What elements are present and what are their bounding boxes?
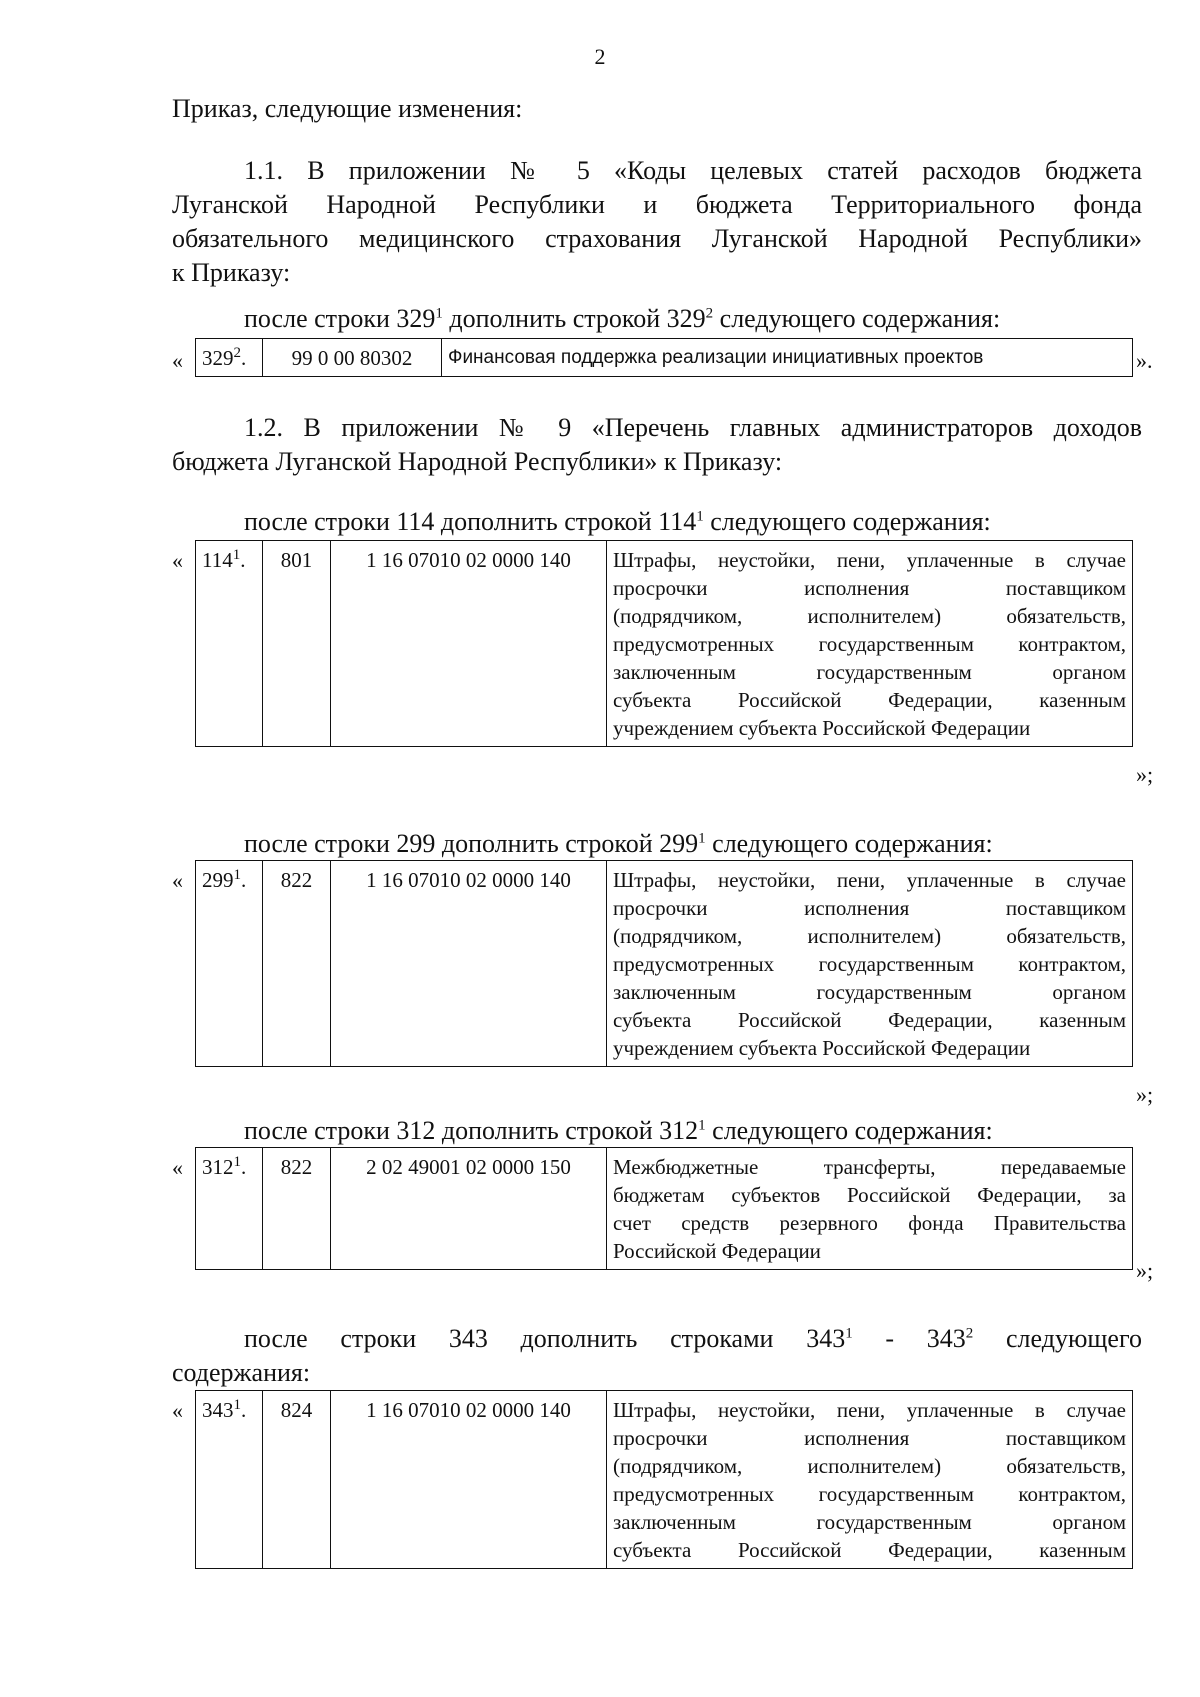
revenue-code-cell: 1 16 07010 02 0000 140 xyxy=(331,1391,607,1569)
description-cell: Финансовая поддержка реализации инициативных проектов xyxy=(442,339,1133,377)
intro-text: после строки 114 дополнить строкой 114 xyxy=(244,507,697,536)
item-1-2-line: бюджета Луганской Народной Республики» к Приказу: xyxy=(172,447,783,476)
item-1-2-paragraph xyxy=(172,411,1142,479)
intro-superscript: 1 xyxy=(435,305,443,322)
description-line: (подрядчиком, исполнителем) обязательств, xyxy=(613,604,1126,628)
row-number-superscript: 2 xyxy=(233,345,241,361)
description-line: просрочки исполнения поставщиком xyxy=(613,576,1126,600)
intro-text: после строки 299 дополнить строкой 299 xyxy=(244,829,699,858)
description-line: (подрядчиком, исполнителем) обязательств, xyxy=(613,924,1126,948)
intro-text: дополнить строкой 329 xyxy=(442,304,706,333)
description-line: учреждением субъекта Российской Федерации xyxy=(613,1036,1031,1060)
block-312-intro xyxy=(244,1114,993,1148)
intro-superscript: 1 xyxy=(698,1117,706,1134)
table-row xyxy=(196,541,1133,747)
quote-close: ». xyxy=(1136,348,1153,373)
block-114-intro xyxy=(244,505,991,539)
description-cell xyxy=(607,1148,1133,1270)
row-number-cell xyxy=(196,339,263,377)
description-line: субъекта Российской Федерации, казенным xyxy=(613,1008,1126,1032)
revenue-code-cell: 2 02 49001 02 0000 150 xyxy=(331,1148,607,1270)
row-number-cell xyxy=(196,861,263,1067)
item-1-2-line: 1.2. В приложении № 9 «Перечень главных администраторов доходов xyxy=(244,413,1142,442)
intro-text: следующего содержания: xyxy=(713,304,1001,333)
intro-superscript: 1 xyxy=(845,1325,853,1342)
intro-word-with-sup xyxy=(927,1322,974,1356)
item-1-1-line: к Приказу: xyxy=(172,258,291,287)
description-line: просрочки исполнения поставщиком xyxy=(613,1426,1126,1450)
intro-word: 343 xyxy=(806,1324,846,1353)
intro-word: 343 xyxy=(926,1324,966,1353)
description-line: Штрафы, неустойки, пени, уплаченные в случае xyxy=(613,868,1126,892)
table-row xyxy=(196,1391,1133,1569)
row-number: 299 xyxy=(202,868,234,892)
intro-text: следующего содержания: xyxy=(705,829,993,858)
block-343-intro-line1 xyxy=(172,1322,1142,1356)
item-1-1-line: обязательного медицинского страхования Луганской Народной Республики» xyxy=(172,224,1142,253)
quote-close: »; xyxy=(1136,1258,1154,1283)
intro-text: после строки 312 дополнить строкой 312 xyxy=(244,1116,699,1145)
description-line: субъекта Российской Федерации, казенным xyxy=(613,1538,1126,1562)
description-line: Российской Федерации xyxy=(613,1239,821,1263)
intro-word: дополнить xyxy=(520,1324,638,1353)
description-cell xyxy=(607,861,1133,1067)
table-row xyxy=(196,1148,1133,1270)
row-number: 312 xyxy=(202,1155,234,1179)
description-line: заключенным государственным органом xyxy=(613,660,1126,684)
row-number: 329 xyxy=(202,346,234,370)
opening-line-text: Приказ, следующие изменения: xyxy=(172,94,523,123)
quote-open: « xyxy=(172,868,183,893)
description-line: заключенным государственным органом xyxy=(613,980,1126,1004)
quote-open: « xyxy=(172,348,183,373)
item-1-1-intro xyxy=(244,302,1000,336)
row-number-superscript: 1 xyxy=(233,1397,241,1413)
description-line: заключенным государственным органом xyxy=(613,1510,1126,1534)
amendment-table-343 xyxy=(195,1390,1133,1569)
row-number-cell xyxy=(196,1148,263,1270)
code-cell: 99 0 00 80302 xyxy=(263,339,442,377)
description-line: учреждением субъекта Российской Федерации xyxy=(613,716,1031,740)
row-number-dot: . xyxy=(241,1155,247,1179)
intro-text: следующего содержания: xyxy=(705,1116,993,1145)
block-299-intro xyxy=(244,827,993,861)
description-line: предусмотренных государственным контрактом, xyxy=(613,632,1126,656)
opening-line xyxy=(172,92,1142,126)
row-number-dot: . xyxy=(241,1398,247,1422)
row-number-superscript: 1 xyxy=(233,867,241,883)
description-line: счет средств резервного фонда Правительства xyxy=(613,1211,1126,1235)
description-line: предусмотренных государственным контрактом, xyxy=(613,952,1126,976)
intro-word-with-sup xyxy=(806,1322,853,1356)
row-number-cell xyxy=(196,1391,263,1569)
description-line: субъекта Российской Федерации, казенным xyxy=(613,688,1126,712)
revenue-code-cell: 1 16 07010 02 0000 140 xyxy=(331,541,607,747)
administrator-code-cell: 801 xyxy=(263,541,331,747)
intro-superscript: 1 xyxy=(698,830,706,847)
page-number: 2 xyxy=(594,44,606,69)
quote-open: « xyxy=(172,1398,183,1423)
amendment-table-312 xyxy=(195,1147,1133,1270)
item-1-1-line: Луганской Народной Республики и бюджета Территориального фонда xyxy=(172,190,1142,219)
administrator-code-cell: 824 xyxy=(263,1391,331,1569)
intro-word: следующего xyxy=(1006,1324,1142,1353)
item-1-1-line: 1.1. В приложении № 5 «Коды целевых статей расходов бюджета xyxy=(244,156,1142,185)
administrator-code-cell: 822 xyxy=(263,861,331,1067)
row-number: 343 xyxy=(202,1398,234,1422)
intro-superscript: 2 xyxy=(965,1325,974,1342)
description-line: бюджетам субъектов Российской Федерации, за xyxy=(613,1183,1126,1207)
table-row xyxy=(196,861,1133,1067)
row-number-superscript: 1 xyxy=(232,547,241,563)
quote-close: »; xyxy=(1136,762,1154,787)
table-row xyxy=(196,339,1133,377)
description-line: предусмотренных государственным контрактом, xyxy=(613,1482,1126,1506)
intro-text: после строки 329 xyxy=(244,304,436,333)
intro-word: после xyxy=(244,1324,308,1353)
description-line: просрочки исполнения поставщиком xyxy=(613,896,1126,920)
quote-open: « xyxy=(172,1155,183,1180)
amendment-table-114 xyxy=(195,540,1133,747)
description-line: Штрафы, неустойки, пени, уплаченные в случае xyxy=(613,1398,1126,1422)
intro-superscript: 2 xyxy=(705,305,714,322)
row-number-superscript: 1 xyxy=(233,1154,241,1170)
amendment-table-299 xyxy=(195,860,1133,1067)
intro-superscript: 1 xyxy=(696,508,704,525)
administrator-code-cell: 822 xyxy=(263,1148,331,1270)
intro-word: 343 xyxy=(448,1324,488,1353)
description-cell xyxy=(607,1391,1133,1569)
block-343-intro-line2: содержания: xyxy=(172,1358,311,1387)
description-cell xyxy=(607,541,1133,747)
row-number-cell xyxy=(196,541,263,747)
description-line: Штрафы, неустойки, пени, уплаченные в случае xyxy=(613,548,1126,572)
row-number: 114 xyxy=(202,548,233,572)
row-number-dot: . xyxy=(240,548,246,572)
item-1-1-paragraph xyxy=(172,154,1142,290)
quote-close: »; xyxy=(1136,1082,1154,1107)
intro-word: строки xyxy=(340,1324,417,1353)
intro-text: следующего содержания: xyxy=(703,507,991,536)
row-number-dot: . xyxy=(241,868,247,892)
intro-word: - xyxy=(885,1324,895,1353)
intro-word: строками xyxy=(670,1324,774,1353)
block-343-intro xyxy=(172,1322,1142,1390)
amendment-table-329 xyxy=(195,338,1133,377)
revenue-code-cell: 1 16 07010 02 0000 140 xyxy=(331,861,607,1067)
quote-open: « xyxy=(172,548,183,573)
row-number-dot: . xyxy=(241,346,247,370)
description-line: (подрядчиком, исполнителем) обязательств, xyxy=(613,1454,1126,1478)
description-line: Межбюджетные трансферты, передаваемые xyxy=(613,1155,1126,1179)
